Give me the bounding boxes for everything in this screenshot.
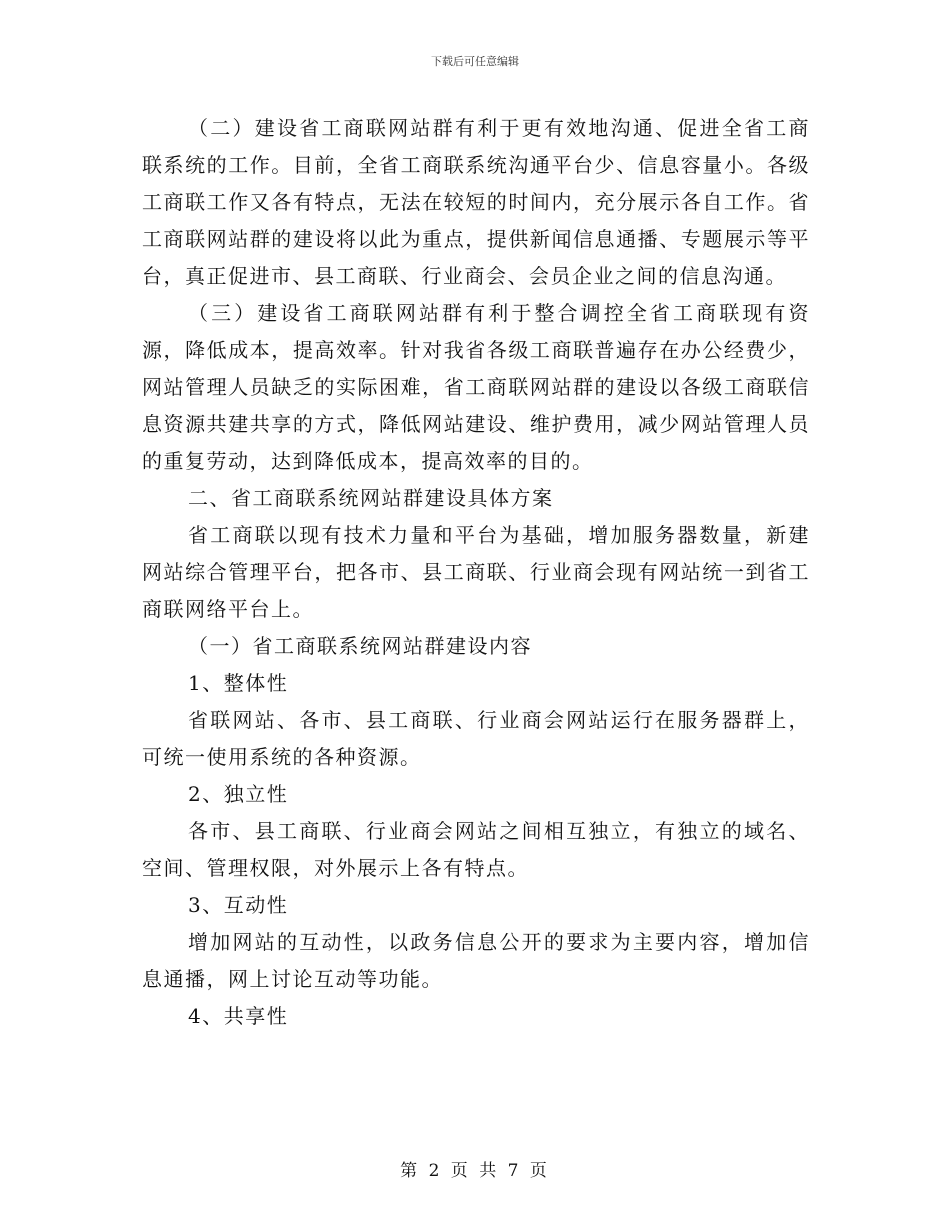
paragraph-3: （三）建设省工商联网站群有利于整合调控全省工商联现有资源，降低成本，提高效率。针对我省各级工商联普遍存在办公经费少，网站管理人员缺乏的实际困难，省工商联网站群的建设以各级工商联信息资源共建共享的方式，降低网站建设、维护费用，减少网站管理人员的重复劳动，达到降低成本，提高效率的目的。 bbox=[142, 301, 810, 473]
section-heading-2: 二、省工商联系统网站群建设具体方案 bbox=[188, 486, 554, 510]
paragraph-plan: 省工商联以现有技术力量和平台为基础，增加服务器数量，新建网站综合管理平台，把各市、县工商联、行业商会现有网站统一到省工商联网络平台上。 bbox=[142, 523, 810, 621]
item-heading-3: 3、互动性 bbox=[188, 893, 289, 917]
item-heading-2: 2、独立性 bbox=[188, 782, 289, 806]
item-heading-1: 1、整体性 bbox=[188, 671, 289, 695]
item-text-1: 省联网站、各市、县工商联、行业商会网站运行在服务器群上，可统一使用系统的各种资源。 bbox=[142, 708, 810, 769]
page-number: 第 2 页 共 7 页 bbox=[400, 1161, 550, 1181]
item-heading-4: 4、共享性 bbox=[188, 1004, 289, 1028]
paragraph-2: （二）建设省工商联网站群有利于更有效地沟通、促进全省工商联系统的工作。目前，全省工商联系统沟通平台少、信息容量小。各级工商联工作又各有特点，无法在较短的时间内，充分展示各自工作。省工商联网站群的建设将以此为重点，提供新闻信息通播、专题展示等平台，真正促进市、县工商联、行业商会、会员企业之间的信息沟通。 bbox=[142, 116, 810, 288]
document-body bbox=[142, 110, 810, 1035]
item-text-3: 增加网站的互动性，以政务信息公开的要求为主要内容，增加信息通播，网上讨论互动等功能。 bbox=[142, 930, 810, 991]
item-text-2: 各市、县工商联、行业商会网站之间相互独立，有独立的域名、空间、管理权限，对外展示上各有特点。 bbox=[142, 819, 810, 880]
page-header: 下载后可任意编辑 bbox=[431, 55, 519, 68]
subsection-heading-1: （一）省工商联系统网站群建设内容 bbox=[188, 634, 532, 658]
